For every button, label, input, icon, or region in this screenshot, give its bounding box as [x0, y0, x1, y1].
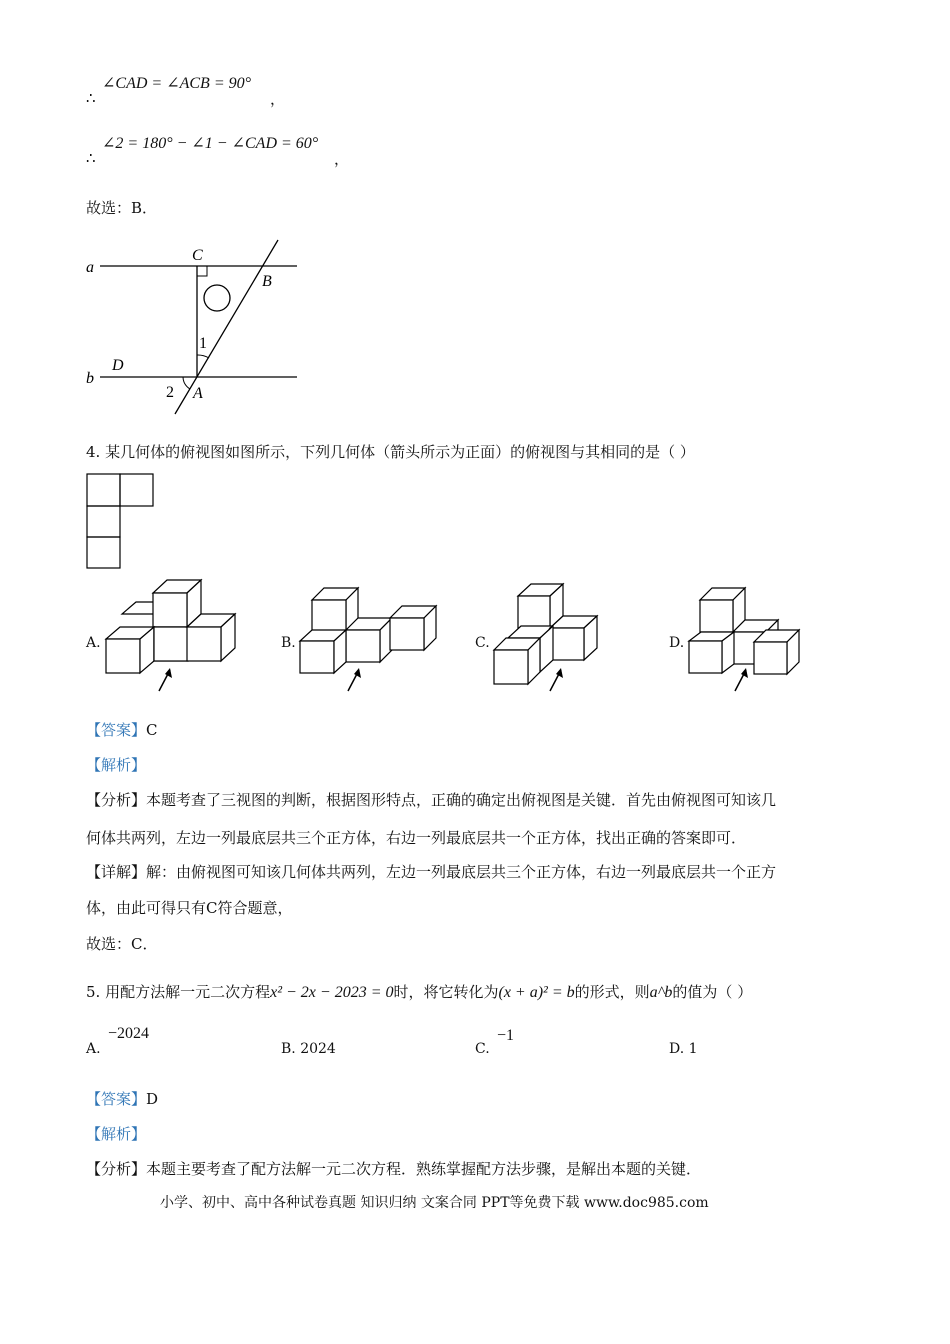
choice-line-q4: 故选：C． — [86, 935, 158, 953]
answer-tag: 【答案】 — [86, 1090, 147, 1108]
label-2: 2 — [166, 384, 174, 401]
label-D: D — [112, 357, 124, 374]
analysis-line-q5 — [86, 1158, 701, 1179]
answer-line-q4 — [86, 719, 158, 740]
q5-option-a-label: A. — [86, 1041, 101, 1057]
analysis-tag: 【解析】 — [86, 756, 147, 774]
answer-tag: 【答案】 — [86, 721, 147, 739]
q5-power: a^b — [649, 984, 673, 1001]
option-a-label: A. — [86, 635, 101, 651]
fenxi-tag: 【分析】 — [86, 1160, 147, 1178]
q5-suffix-a: 的形式，则 — [574, 983, 650, 1001]
answer-value: D — [146, 1090, 159, 1108]
label-B: B — [262, 273, 272, 290]
detail-line-2: 体，由此可得只有C符合题意， — [86, 899, 293, 917]
question-5-line — [86, 981, 752, 1002]
analysis-line-2: 何体共两列，左边一列最底层共三个正方体，右边一列最底层共一个正方体，找出正确的答案即可． — [86, 829, 747, 847]
fenxi-tag: 【分析】 — [86, 791, 147, 809]
analysis-line-1 — [86, 789, 776, 810]
q5-option-c-label: C. — [475, 1041, 490, 1057]
label-c: C — [192, 247, 203, 264]
fenxi-text-1: 本题考查了三视图的判断，根据图形特点，正确的确定出俯视图是关键．首先由俯视图可知该几 — [146, 791, 777, 809]
q5-option-b: B. 2024 — [281, 1041, 336, 1057]
q5-form: (x + a)² = b — [498, 984, 575, 1001]
comma: ， — [334, 150, 350, 168]
equation-angle2: ∠2 = 180° − ∠1 − ∠CAD = 60° — [102, 135, 319, 152]
label-1: 1 — [199, 335, 207, 352]
q5-equation: x² − 2x − 2023 = 0 — [270, 984, 394, 1001]
option-d-label: D. — [669, 635, 685, 651]
q5-option-a-value: −2024 — [108, 1025, 150, 1042]
q5-option-c-value: −1 — [497, 1027, 515, 1044]
question-4-text: 4. 某几何体的俯视图如图所示，下列几何体（箭头所示为正面）的俯视图与其相同的是（ ） — [86, 443, 695, 461]
fenxi-text: 本题主要考查了配方法解一元二次方程．熟练掌握配方法步骤，是解出本题的关键． — [146, 1160, 702, 1178]
therefore-symbol: ∴ — [86, 89, 96, 107]
q5-mid: 时，将它转化为 — [393, 983, 499, 1001]
label-A: A — [193, 385, 203, 402]
q5-prefix: 5. 用配方法解一元二次方程 — [86, 983, 271, 1001]
page-footer: 小学、初中、高中各种试卷真题 知识归纳 文案合同 PPT等免费下载 www.doc985.com — [160, 1195, 709, 1211]
q5-option-d: D. 1 — [669, 1041, 698, 1057]
xiangjie-tag: 【详解】 — [86, 863, 147, 881]
answer-value: C — [146, 721, 158, 739]
option-b-label: B. — [281, 635, 296, 651]
equation-cad-acb: ∠CAD = ∠ACB = 90° — [102, 75, 252, 92]
option-c-label: C. — [475, 635, 490, 651]
detail-line-1 — [86, 861, 776, 882]
therefore-symbol: ∴ — [86, 149, 96, 167]
xiangjie-text-1: 解：由俯视图可知该几何体共两列，左边一列最底层共三个正方体，右边一列最底层共一个正方 — [146, 863, 777, 881]
label-b: b — [86, 370, 94, 387]
label-a: a — [86, 259, 94, 276]
comma: ， — [270, 90, 286, 108]
analysis-tag: 【解析】 — [86, 1125, 147, 1143]
answer-line-q5 — [86, 1088, 158, 1109]
q5-suffix-b: 的值为（ ） — [672, 983, 753, 1001]
choice-line-q3: 故选：B． — [86, 199, 158, 217]
